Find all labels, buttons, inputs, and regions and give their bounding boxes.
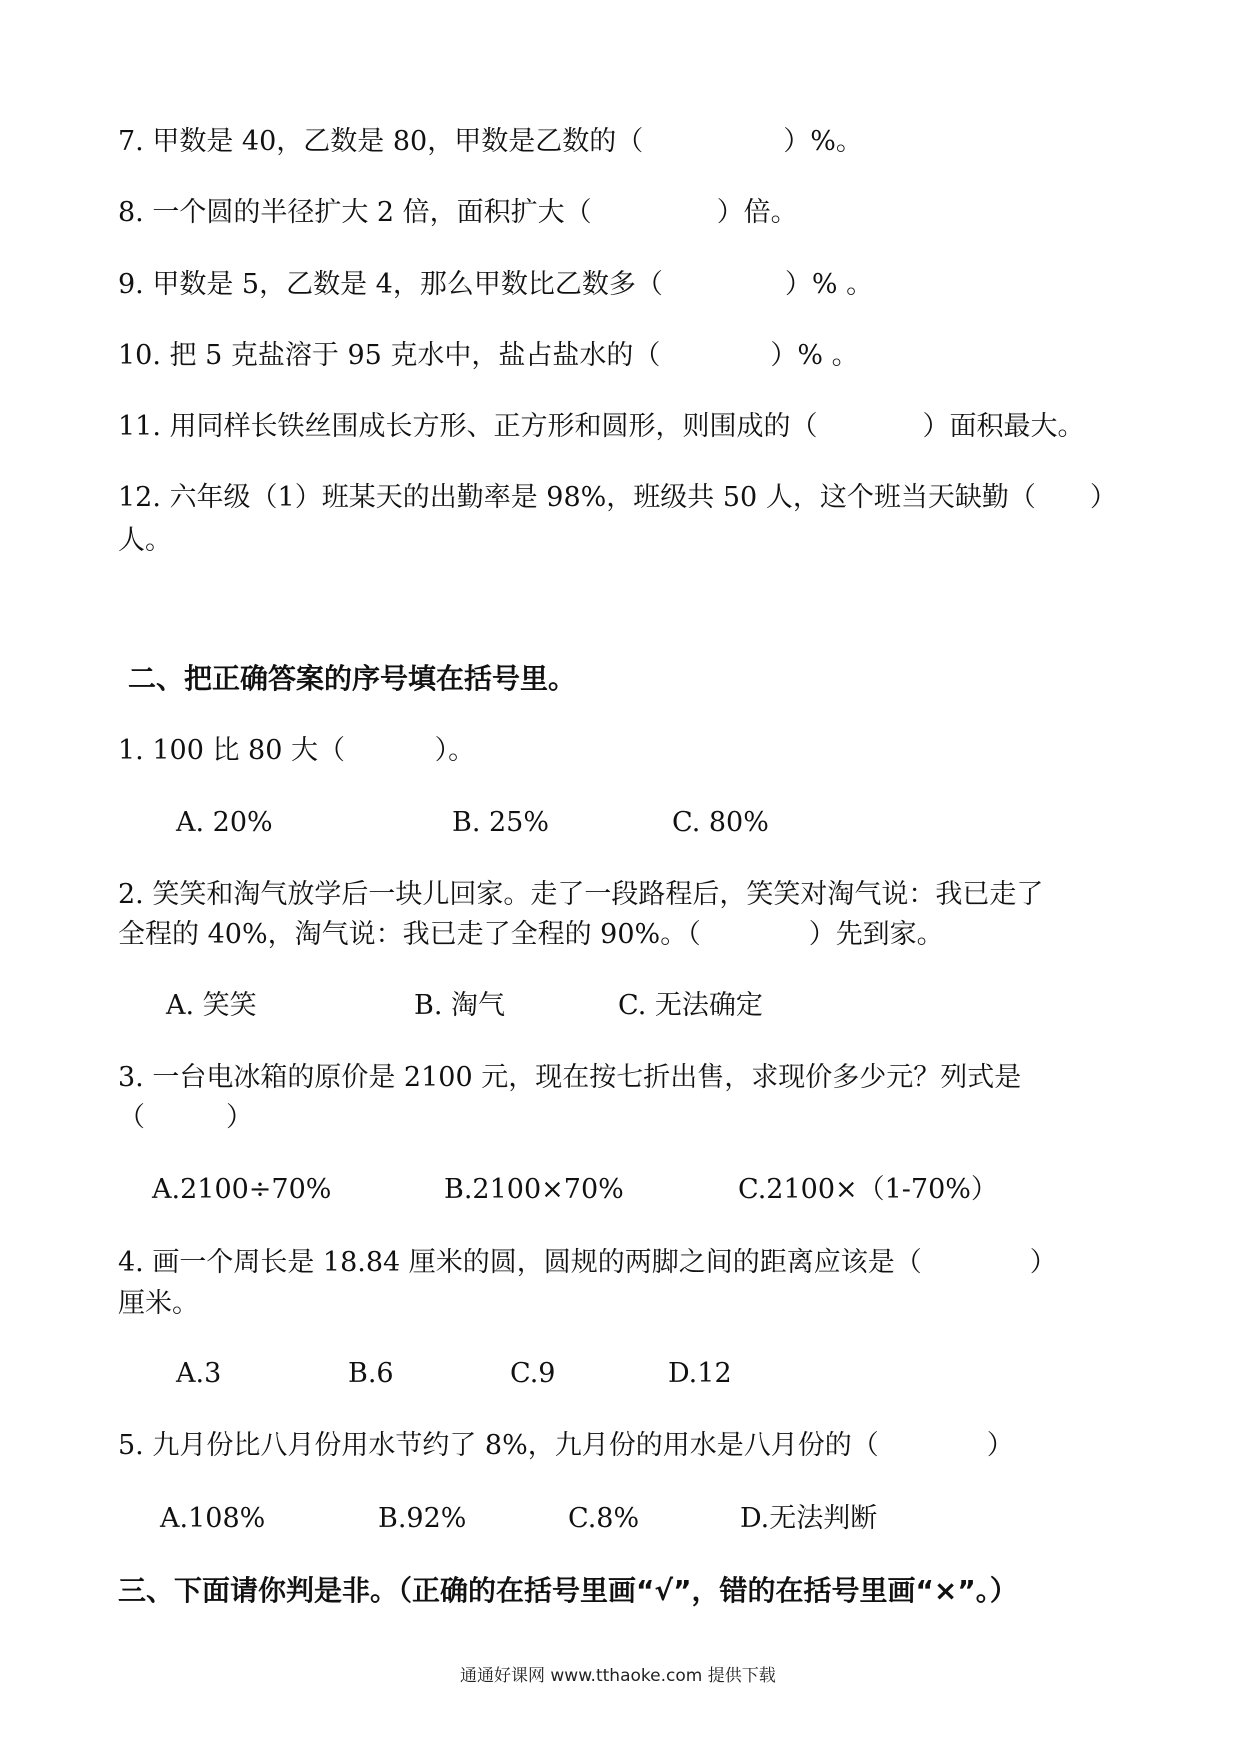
question-11-post: ）面积最大。 [922, 411, 1085, 442]
s2-question-3-line1: 3. 一台电冰箱的原价是 2100 元，现在按七折出售，求现价多少元？列式是 [118, 1062, 1022, 1093]
s2-q4-option-a[interactable]: A.3 [176, 1358, 222, 1389]
question-8 [118, 199, 798, 226]
s2-q5-option-a[interactable]: A.108% [160, 1503, 266, 1534]
s2-q3-option-a[interactable]: A.2100÷70% [152, 1174, 332, 1205]
s2-q1-option-b[interactable]: B. 25% [452, 807, 550, 838]
s2-q3-option-c[interactable]: C.2100×（1-70%） [738, 1174, 998, 1205]
s2-q4-option-c[interactable]: C.9 [510, 1358, 556, 1389]
s2-question-3-line2: （ ） [118, 1102, 253, 1133]
question-7-post: ）%。 [783, 126, 863, 157]
s2-question-4-line2: 厘米。 [118, 1288, 199, 1319]
question-9-post: ）% 。 [784, 269, 874, 300]
s2-question-1: 1. 100 比 80 大（ ）。 [118, 735, 476, 766]
s2-q2-option-c[interactable]: C. 无法确定 [618, 990, 763, 1021]
question-9-pre: 9. 甲数是 5，乙数是 4，那么甲数比乙数多（ [118, 269, 663, 300]
section-2-heading: 二、把正确答案的序号填在括号里。 [128, 662, 577, 695]
s2-q1-option-a[interactable]: A. 20% [176, 807, 273, 838]
question-12-line2: 人。 [118, 525, 172, 556]
s2-q2-option-b[interactable]: B. 淘气 [414, 990, 506, 1021]
question-12-line1: 12. 六年级（1）班某天的出勤率是 98%，班级共 50 人，这个班当天缺勤（ ） [118, 482, 1117, 513]
s2-q3-option-b[interactable]: B.2100×70% [444, 1174, 624, 1205]
question-11 [118, 413, 1085, 440]
s2-q1-option-c[interactable]: C. 80% [672, 807, 769, 838]
question-10 [118, 342, 859, 369]
question-7 [118, 128, 863, 155]
question-8-pre: 8. 一个圆的半径扩大 2 倍，面积扩大（ [118, 197, 592, 228]
page-footer: 通通好课网 www.tthaoke.com 提供下载 [460, 1666, 776, 1686]
s2-q4-option-d[interactable]: D.12 [668, 1358, 732, 1389]
s2-question-2-line1: 2. 笑笑和淘气放学后一块儿回家。走了一段路程后，笑笑对淘气说：我已走了 [118, 879, 1044, 910]
s2-q2-option-a[interactable]: A. 笑笑 [166, 990, 257, 1021]
s2-q4-option-b[interactable]: B.6 [348, 1358, 394, 1389]
question-7-pre: 7. 甲数是 40，乙数是 80，甲数是乙数的（ [118, 126, 644, 157]
s2-q5-option-b[interactable]: B.92% [378, 1503, 467, 1534]
question-10-post: ）% 。 [770, 340, 859, 371]
question-10-pre: 10. 把 5 克盐溶于 95 克水中，盐占盐水的（ [118, 340, 661, 371]
question-11-pre: 11. 用同样长铁丝围成长方形、正方形和圆形，则围成的（ [118, 411, 818, 442]
s2-question-5: 5. 九月份比八月份用水节约了 8%，九月份的用水是八月份的（ ） [118, 1430, 1014, 1461]
s2-question-2-line2: 全程的 40%，淘气说：我已走了全程的 90%。（ ）先到家。 [118, 919, 944, 950]
s2-q5-option-c[interactable]: C.8% [568, 1503, 640, 1534]
question-8-post: ）倍。 [716, 197, 798, 228]
s2-q5-option-d[interactable]: D.无法判断 [740, 1503, 878, 1534]
s2-question-4-line1: 4. 画一个周长是 18.84 厘米的圆，圆规的两脚之间的距离应该是（ ） [118, 1247, 1057, 1278]
section-3-heading: 三、下面请你判是非。（正确的在括号里画“√”，错的在括号里画“×”。） [118, 1574, 1018, 1607]
question-9 [118, 271, 873, 298]
